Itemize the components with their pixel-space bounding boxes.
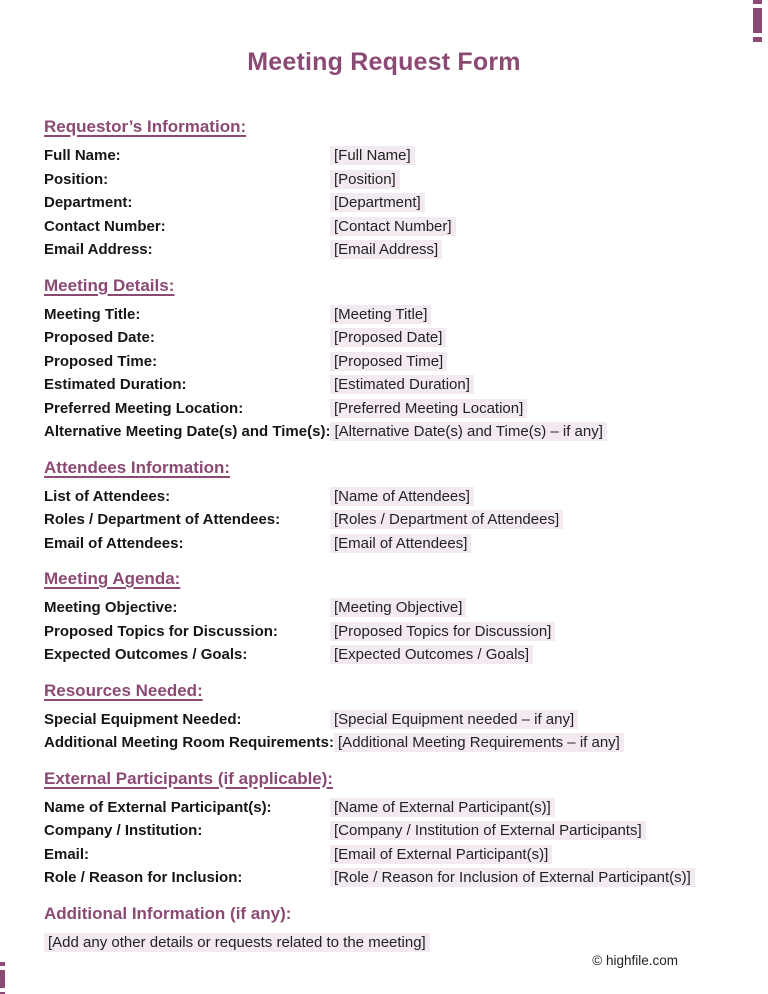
field-placeholder-value[interactable]: [Meeting Objective] — [330, 598, 466, 617]
page-corner-mark-top-right — [753, 0, 762, 4]
form-row — [44, 420, 732, 444]
page-corner-mark-top-right — [753, 37, 762, 42]
field-label: Position: — [44, 170, 109, 188]
field-placeholder-value[interactable]: [Email Address] — [330, 240, 442, 259]
form-row — [44, 508, 732, 532]
field-label: Proposed Topics for Discussion: — [44, 622, 278, 640]
page-corner-mark-bottom-left — [0, 962, 5, 966]
form-row — [44, 215, 732, 239]
section-heading: Requestor’s Information: — [44, 117, 247, 136]
form-row — [44, 373, 732, 397]
section-heading: External Participants (if applicable): — [44, 768, 334, 788]
form-row — [44, 144, 732, 168]
field-label: Proposed Time: — [44, 352, 158, 370]
field-placeholder-value[interactable]: [Roles / Department of Attendees] — [330, 510, 563, 529]
field-placeholder-value[interactable]: [Alternative Date(s) and Time(s) – if any] — [330, 422, 606, 441]
form-row — [44, 350, 732, 374]
field-label: Proposed Date: — [44, 329, 155, 347]
form-row — [44, 326, 732, 350]
field-placeholder-value[interactable]: [Preferred Meeting Location] — [330, 399, 527, 418]
form-section — [44, 681, 732, 755]
field-label: Contact Number: — [44, 217, 166, 235]
field-placeholder-value[interactable]: [Proposed Date] — [330, 328, 446, 347]
footer-copyright: © highfile.com — [592, 953, 678, 968]
field-placeholder-value[interactable]: [Department] — [330, 193, 425, 212]
form-body — [44, 103, 732, 954]
section-heading: Additional Information (if any): — [44, 903, 292, 923]
field-placeholder-value[interactable]: [Name of External Participant(s)] — [330, 798, 555, 817]
field-label: Email of Attendees: — [44, 534, 184, 552]
form-section — [44, 569, 732, 667]
form-row — [44, 620, 732, 644]
field-label: Email Address: — [44, 241, 153, 259]
form-row — [44, 485, 732, 509]
field-placeholder-value[interactable]: [Contact Number] — [330, 217, 456, 236]
form-row — [44, 238, 732, 262]
form-section — [44, 769, 732, 890]
field-placeholder-value[interactable]: [Add any other details or requests related to the meeting] — [44, 933, 430, 952]
field-placeholder-value[interactable]: [Full Name] — [330, 146, 415, 165]
field-placeholder-value[interactable]: [Meeting Title] — [330, 305, 431, 324]
field-label: Full Name: — [44, 147, 121, 165]
field-label: Name of External Participant(s): — [44, 798, 272, 816]
field-label: Company / Institution: — [44, 822, 203, 840]
form-row — [44, 191, 732, 215]
field-label: List of Attendees: — [44, 487, 171, 505]
field-label: Estimated Duration: — [44, 376, 187, 394]
field-label: Additional Meeting Room Requirements: — [44, 734, 335, 752]
field-label: Alternative Meeting Date(s) and Time(s): — [44, 423, 331, 441]
form-section — [44, 458, 732, 556]
form-row — [44, 796, 732, 820]
field-label: Department: — [44, 194, 133, 212]
form-row — [44, 731, 732, 755]
field-label: Preferred Meeting Location: — [44, 399, 244, 417]
field-placeholder-value[interactable]: [Email of Attendees] — [330, 534, 471, 553]
form-row — [44, 596, 732, 620]
form-row — [44, 397, 732, 421]
form-row — [44, 819, 732, 843]
field-placeholder-value[interactable]: [Role / Reason for Inclusion of External Participant(s)] — [330, 868, 695, 887]
field-placeholder-value[interactable]: [Additional Meeting Requirements – if any] — [334, 733, 624, 752]
form-row — [44, 643, 732, 667]
field-label: Meeting Title: — [44, 305, 141, 323]
section-heading: Meeting Agenda: — [44, 569, 181, 588]
field-label: Special Equipment Needed: — [44, 710, 242, 728]
section-heading: Attendees Information: — [44, 457, 231, 477]
form-row — [44, 931, 732, 955]
form-row — [44, 843, 732, 867]
form-row — [44, 532, 732, 556]
form-row — [44, 708, 732, 732]
field-label: Role / Reason for Inclusion: — [44, 869, 243, 887]
section-heading: Meeting Details: — [44, 275, 175, 295]
form-section — [44, 904, 732, 955]
form-row — [44, 303, 732, 327]
section-heading: Resources Needed: — [44, 680, 203, 700]
field-placeholder-value[interactable]: [Expected Outcomes / Goals] — [330, 645, 533, 664]
field-placeholder-value[interactable]: [Special Equipment needed – if any] — [330, 710, 578, 729]
page-corner-mark-bottom-left — [0, 970, 5, 988]
field-label: Roles / Department of Attendees: — [44, 511, 281, 529]
field-placeholder-value[interactable]: [Company / Institution of External Participants] — [330, 821, 646, 840]
field-label: Expected Outcomes / Goals: — [44, 646, 248, 664]
field-placeholder-value[interactable]: [Name of Attendees] — [330, 487, 474, 506]
field-label: Meeting Objective: — [44, 599, 178, 617]
form-row — [44, 168, 732, 192]
form-section — [44, 117, 732, 262]
field-placeholder-value[interactable]: [Estimated Duration] — [330, 375, 474, 394]
field-placeholder-value[interactable]: [Proposed Time] — [330, 352, 447, 371]
page-title: Meeting Request Form — [247, 48, 521, 76]
page-corner-mark-top-right — [753, 8, 762, 33]
field-placeholder-value[interactable]: [Proposed Topics for Discussion] — [330, 622, 555, 641]
field-placeholder-value[interactable]: [Email of External Participant(s)] — [330, 845, 552, 864]
field-placeholder-value[interactable]: [Position] — [330, 170, 400, 189]
form-row — [44, 866, 732, 890]
form-section — [44, 276, 732, 444]
field-label: Email: — [44, 845, 90, 863]
